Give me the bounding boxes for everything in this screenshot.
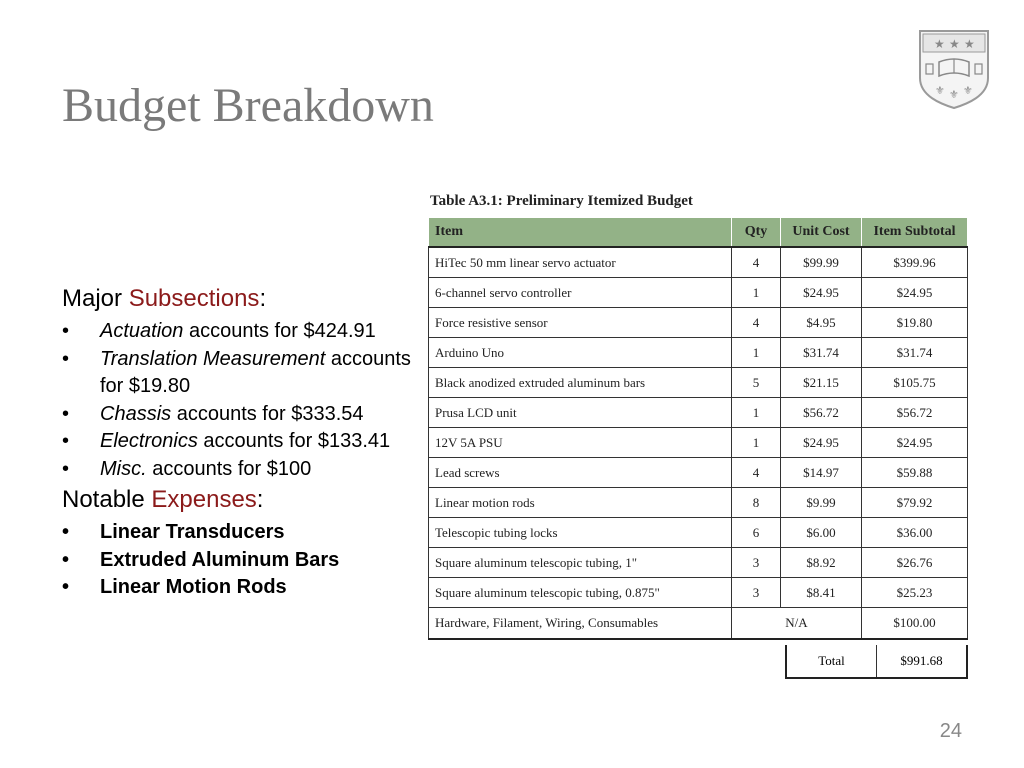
list-item: • Electronics accounts for $133.41	[62, 428, 422, 456]
notable-expenses-list	[62, 519, 422, 602]
subtotal-cell: $19.80	[862, 308, 968, 338]
svg-text:⚜: ⚜	[949, 88, 959, 101]
svg-text:⚜: ⚜	[963, 84, 973, 97]
table-row	[429, 488, 968, 518]
unit-cost-cell: $8.41	[781, 578, 862, 608]
unit-cost-cell: $8.92	[781, 548, 862, 578]
page-number: 24	[939, 720, 962, 742]
table-row	[429, 278, 968, 308]
qty-cell: 5	[732, 368, 781, 398]
budget-table	[428, 217, 968, 640]
qty-cell: 8	[732, 488, 781, 518]
table-row	[429, 428, 968, 458]
hardware-row	[429, 608, 968, 640]
table-row	[429, 548, 968, 578]
item-cell: Prusa LCD unit	[429, 398, 732, 428]
list-item: • Actuation accounts for $424.91	[62, 318, 422, 346]
item-cell: Square aluminum telescopic tubing, 0.875"	[429, 578, 732, 608]
qty-cell: 4	[732, 308, 781, 338]
subtotal-cell: $26.76	[862, 548, 968, 578]
item-cell: Hardware, Filament, Wiring, Consumables	[429, 608, 732, 640]
list-item: • Translation Measurement accounts for $19.80	[62, 346, 422, 401]
table-row	[429, 247, 968, 278]
table-header-row	[429, 218, 968, 248]
table-row	[429, 518, 968, 548]
unit-cost-cell: $9.99	[781, 488, 862, 518]
slide-title: Budget Breakdown	[62, 79, 434, 132]
qty-cell: 3	[732, 578, 781, 608]
bullet-panel	[62, 284, 422, 602]
subtotal-cell: $36.00	[862, 518, 968, 548]
unit-cost-cell: $14.97	[781, 458, 862, 488]
unit-cost-cell: $24.95	[781, 428, 862, 458]
list-item: • Linear Motion Rods	[62, 574, 422, 602]
svg-text:★: ★	[949, 37, 960, 51]
subtotal-cell: $24.95	[862, 428, 968, 458]
unit-cost-cell: $31.74	[781, 338, 862, 368]
item-cell: Telescopic tubing locks	[429, 518, 732, 548]
qty-cell: 6	[732, 518, 781, 548]
svg-text:★: ★	[934, 37, 945, 51]
unit-cost-cell: $6.00	[781, 518, 862, 548]
table-row	[429, 308, 968, 338]
total-row	[785, 645, 968, 679]
item-cell: Force resistive sensor	[429, 308, 732, 338]
item-cell: Lead screws	[429, 458, 732, 488]
total-label: Total	[787, 645, 877, 677]
qty-cell: 1	[732, 398, 781, 428]
subtotal-cell: $105.75	[862, 368, 968, 398]
item-cell: Square aluminum telescopic tubing, 1"	[429, 548, 732, 578]
table-row	[429, 338, 968, 368]
unit-cost-cell: $99.99	[781, 247, 862, 278]
subtotal-cell: $31.74	[862, 338, 968, 368]
item-cell: Black anodized extruded aluminum bars	[429, 368, 732, 398]
subtotal-cell: $59.88	[862, 458, 968, 488]
table-row	[429, 398, 968, 428]
unit-cost-cell: $4.95	[781, 308, 862, 338]
table-caption: Table A3.1: Preliminary Itemized Budget	[430, 193, 693, 209]
na-cell: N/A	[732, 608, 862, 640]
unit-cost-cell: $24.95	[781, 278, 862, 308]
column-header-subtotal: Item Subtotal	[862, 218, 968, 248]
notable-expenses-heading: Notable Expenses:	[62, 486, 264, 513]
table-row	[429, 578, 968, 608]
list-item: • Misc. accounts for $100	[62, 456, 422, 484]
list-item: • Extruded Aluminum Bars	[62, 547, 422, 575]
column-header-item: Item	[429, 218, 732, 248]
svg-text:★: ★	[964, 37, 975, 51]
budget-table-container	[428, 193, 970, 640]
total-value: $991.68	[900, 653, 943, 668]
qty-cell: 1	[732, 428, 781, 458]
subtotal-cell: $56.72	[862, 398, 968, 428]
major-subsections-list	[62, 318, 422, 483]
item-cell: Arduino Uno	[429, 338, 732, 368]
major-subsections-heading: Major Subsections:	[62, 285, 267, 312]
subtotal-cell: $399.96	[862, 247, 968, 278]
list-item: • Chassis accounts for $333.54	[62, 401, 422, 429]
svg-text:⚜: ⚜	[935, 84, 945, 97]
subtotal-cell: $79.92	[862, 488, 968, 518]
table-row	[429, 368, 968, 398]
qty-cell: 1	[732, 338, 781, 368]
item-cell: 12V 5A PSU	[429, 428, 732, 458]
qty-cell: 3	[732, 548, 781, 578]
subtotal-cell: $100.00	[862, 608, 968, 640]
item-cell: 6-channel servo controller	[429, 278, 732, 308]
qty-cell: 1	[732, 278, 781, 308]
subtotal-cell: $25.23	[862, 578, 968, 608]
column-header-unit-cost: Unit Cost	[781, 218, 862, 248]
item-cell: Linear motion rods	[429, 488, 732, 518]
university-shield-icon	[917, 28, 991, 110]
list-item: • Linear Transducers	[62, 519, 422, 547]
qty-cell: 4	[732, 247, 781, 278]
column-header-qty: Qty	[732, 218, 781, 248]
unit-cost-cell: $56.72	[781, 398, 862, 428]
item-cell: HiTec 50 mm linear servo actuator	[429, 247, 732, 278]
unit-cost-cell: $21.15	[781, 368, 862, 398]
table-row	[429, 458, 968, 488]
qty-cell: 4	[732, 458, 781, 488]
subtotal-cell: $24.95	[862, 278, 968, 308]
